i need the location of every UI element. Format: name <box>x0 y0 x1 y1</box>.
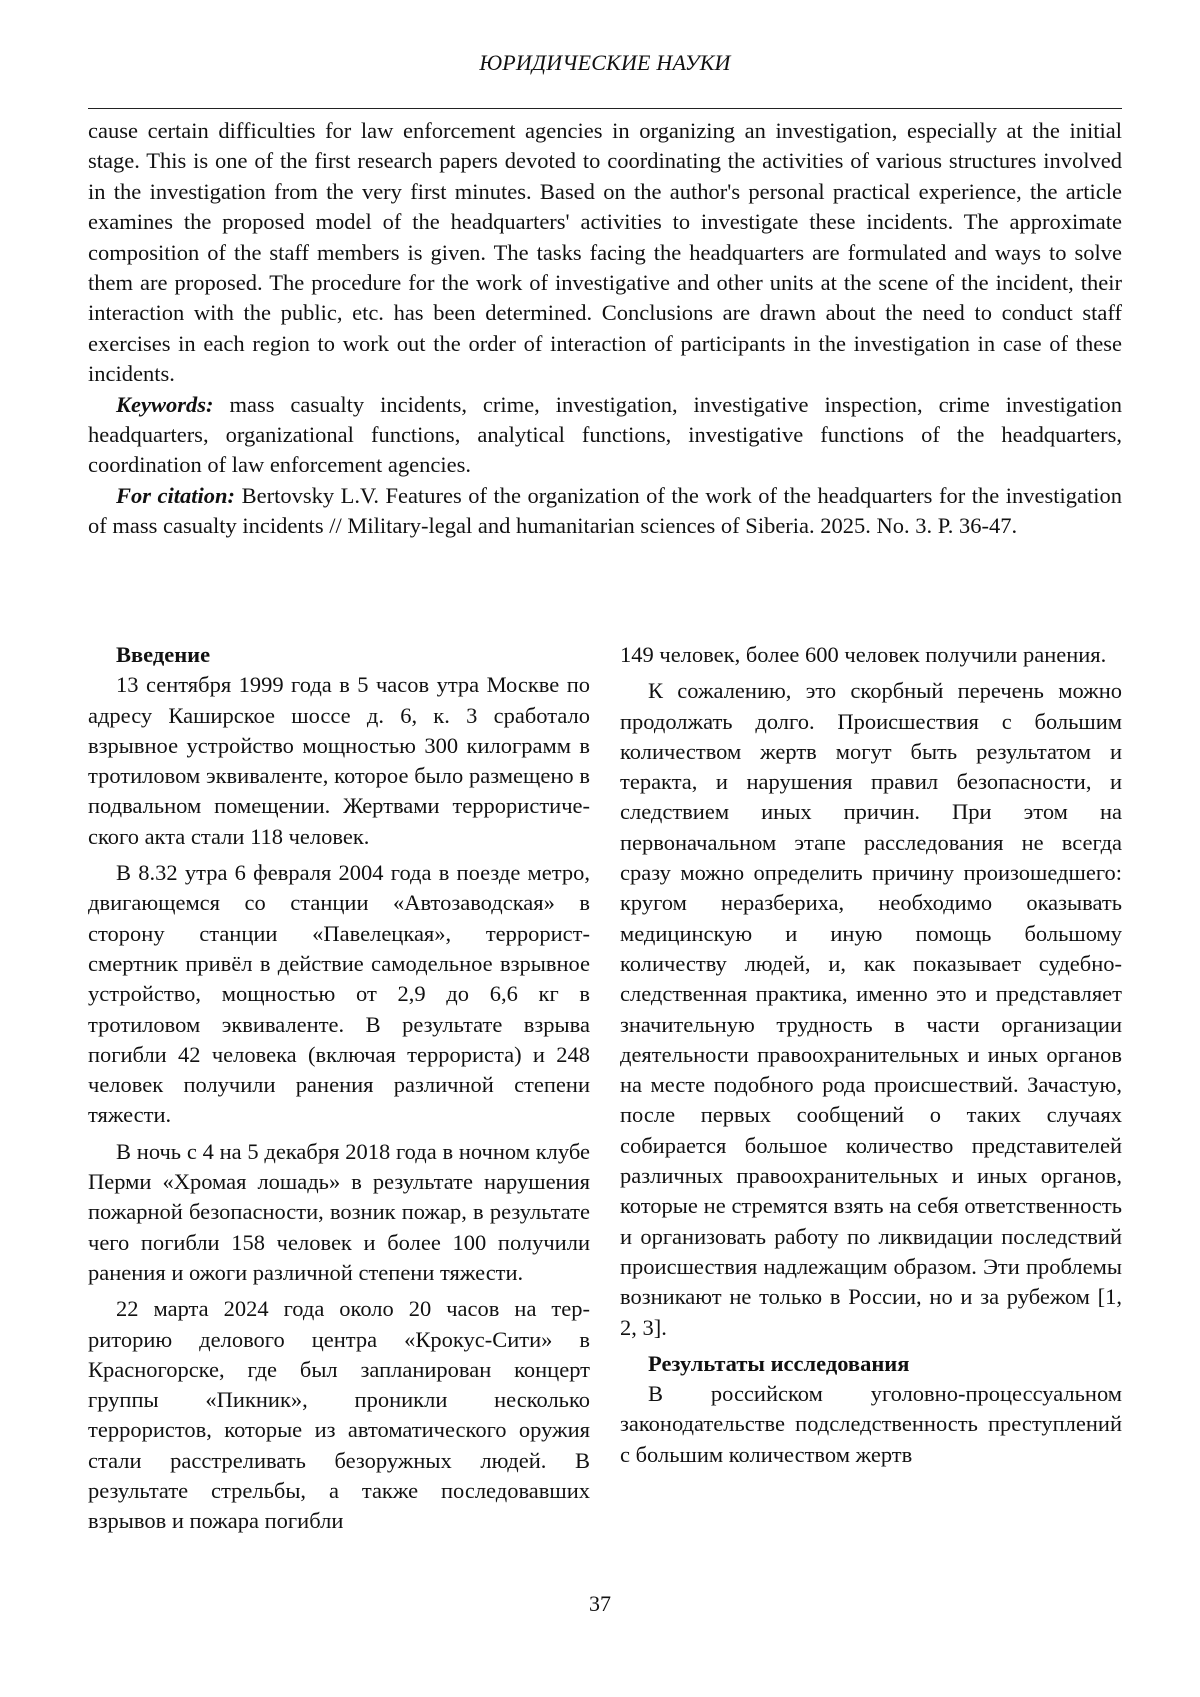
header-rule <box>88 108 1122 109</box>
keywords-text: mass casualty incidents, crime, investigation, investigative inspection, crime investigation headquarters, organizational functions, analytical functions, investigative functions of the headquarters, coordination of law enforcement agencies. <box>88 391 1122 478</box>
left-column <box>88 640 590 1543</box>
right-column <box>620 640 1122 1476</box>
paragraph: 13 сентября 1999 года в 5 часов утра Москве по адресу Каширское шоссе д. 6, к. 3 сработало взрывное устройство мощностью 300 килограмм в тротиловом эквиваленте, которое было размещено в подвальном помещении. Жертвами террористического акта стали 118 человек. <box>88 672 590 849</box>
citation-text: Bertovsky L.V. Features of the organization of the work of the headquarters for the investigation of mass casualty incidents // Military-legal and humanitarian sciences of Siberia. 2025. No. 3. P. 36-47. <box>88 482 1122 539</box>
paragraph: В российском уголовно-процессуальном законодательстве подследственность преступлений с большим количеством жертв <box>620 1381 1122 1467</box>
paragraph: В 8.32 утра 6 февраля 2004 года в поезде метро, двигающемся со станции «Автозаводская» в сторону станции «Павелецкая», террорист-смертник привёл в действие самодельное взрывное устройство, мощностью от 2,9 до 6,6 кг в тротиловом эквиваленте. В результате взрыва погибли 42 человека (включая террориста) и 248 человек получили ранения различной степени тяжести. <box>88 860 590 1128</box>
page-number: 37 <box>589 1591 611 1616</box>
paragraph: 22 марта 2024 года около 20 часов на территорию делового центра «Крокус-Сити» в Красногорске, где был запланирован концерт группы «Пикник», проникли несколько террористов, которые из автоматического оружия стали расстреливать безоружных людей. В результате стрельбы, а также последовавших взрывов и пожара погибли <box>88 1296 590 1534</box>
citation-label: For citation: <box>116 482 236 508</box>
keywords-paragraph <box>88 390 1122 481</box>
section-heading-results: Результаты исследования <box>648 1350 910 1376</box>
citation-paragraph <box>88 481 1122 542</box>
running-header: ЮРИДИЧЕСКИЕ НАУКИ <box>479 50 731 75</box>
abstract-text: cause certain difficulties for law enforcement agencies in organizing an investigation, especially at the initial stage. This is one of the first research papers devoted to coordinating the activities of various structures involved in the investigation from the very first minutes. Based on the author's personal practical experience, the article examines the proposed model of the headquarters' activities to investigate these incidents. The approximate composition of the staff members is given. The tasks facing the headquarters are formulated and ways to solve them are proposed. The procedure for the work of investigative and other units at the scene of the incident, their interaction with the public, etc. has been determined. Conclusions are drawn about the need to conduct staff exercises in each region to work out the order of interaction of participants in the investigation in case of these incidents. <box>88 118 1122 387</box>
abstract-block <box>88 116 1122 542</box>
paragraph: В ночь с 4 на 5 декабря 2018 года в ночном клубе Перми «Хромая лошадь» в результате нарушения пожарной безопасности, возник пожар, в результате чего погибли 158 человек и более 100 получили ранения и ожоги различной степени тяжести. <box>88 1138 590 1285</box>
paragraph-continuation: 149 человек, более 600 человек получили ранения. <box>620 642 1107 667</box>
paragraph: К сожалению, это скорбный перечень можно продолжать долго. Происшествия с большим количеством жертв могут быть результатом и теракта, и нарушения правил безопасности, и следствием иных причин. При этом на первоначальном этапе расследования не всегда сразу можно определить причину произошедшего: кругом неразбериха, необходимо оказывать медицинскую и иную помощь большому количеству людей, и, как показывает судебно-следственная практика, именно это и представляет значительную трудность в части организации деятельности правоохранительных и иных органов на месте подобного рода происшествий. Зачастую, после первых сообщений о таких случаях собирается большое количество представителей различных правоохранительных и иных органов, которые не стремятся взять на себя ответственность и организовать работу по ликвидации последствий происшествия надлежащим образом. Эти проблемы возникают не только в России, но и за рубежом [1, 2, 3]. <box>620 678 1122 1340</box>
section-heading-introduction: Введение <box>116 642 211 667</box>
keywords-label: Keywords: <box>116 391 214 417</box>
